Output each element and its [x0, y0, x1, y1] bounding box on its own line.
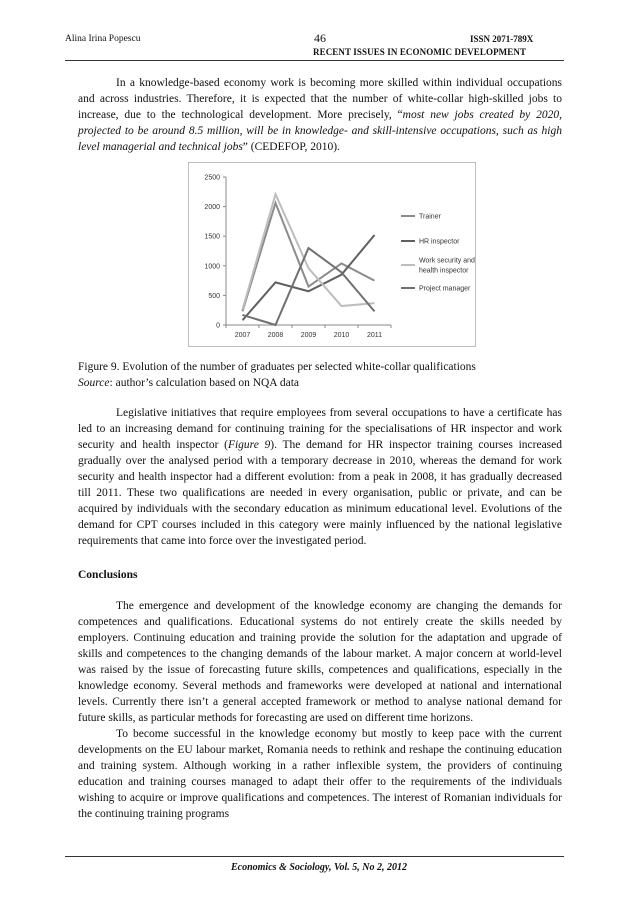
paragraph-text: Legislative initiatives that require employees from several occupations to have a certificate has led to an increasing demand for continuing training for the specialisations of HR inspector and work security and health inspector ( — [78, 407, 562, 451]
header-rule — [65, 60, 564, 61]
figure-caption-block — [78, 359, 562, 391]
page-number: 46 — [314, 31, 326, 45]
x-tick-label: 2008 — [267, 332, 284, 339]
y-tick-label: 1000 — [204, 263, 220, 271]
source-label: Source — [78, 377, 110, 389]
footer-rule — [65, 856, 564, 857]
legend-label: Project manager — [419, 285, 471, 293]
y-tick-label: 2000 — [204, 204, 220, 212]
y-tick-label: 0 — [216, 322, 220, 330]
x-tick-label: 2007 — [234, 332, 251, 339]
legend-label: Work security and health inspector — [419, 257, 475, 275]
x-tick-label: 2009 — [300, 332, 317, 339]
source-text: : author’s calculation based on NQA data — [109, 377, 300, 389]
x-tick-label: 2010 — [333, 332, 350, 339]
figure-9-chart — [188, 162, 476, 347]
y-tick-label: 2500 — [204, 174, 220, 182]
footer-citation: Economics & Sociology, Vol. 5, No 2, 2012 — [230, 862, 408, 873]
series-line-trainer — [243, 203, 375, 311]
figure-reference: Figure 9 — [227, 439, 271, 451]
conclusions-paragraph-1 — [78, 598, 562, 726]
figure-source — [78, 375, 562, 391]
legend-label: HR inspector — [419, 238, 460, 246]
conclusions-body — [78, 598, 562, 822]
paragraph-text: ). The demand for HR inspector training courses increased gradually over the analysed period with a temporary decrease in 2010, whereas the demand for work security and health inspector had a different evolution: from a peak in 2008, it has gradually decreased till 2011. These two qualifications are needed in every organisation, public or private, and can be acquired by individuals with the secondary education as minimum educational level. Evolutions of the demand for CPT courses included in this category were mainly influenced by the national legislative requirements that came into force over the investigated period. — [78, 439, 563, 547]
section-heading-conclusions: Conclusions — [78, 569, 138, 581]
line-chart — [189, 163, 475, 346]
figure-caption: Figure 9. Evolution of the number of graduates per selected white-collar qualifications — [78, 361, 476, 373]
paragraph-text: ” (CEDEFOP, 2010). — [242, 141, 340, 153]
conclusions-paragraph-2 — [78, 726, 562, 822]
legend-label: Trainer — [419, 213, 441, 221]
running-header-journal: RECENT ISSUES IN ECONOMIC DEVELOPMENT — [313, 47, 527, 57]
series-line-work-security-and-health-inspector — [243, 194, 375, 309]
x-tick-label: 2011 — [366, 332, 383, 339]
quotation: most new jobs created by 2020, projected to be around 8.5 million, will be in knowledge- and skill-intensive occupations, such as high level managerial and technical jobs — [78, 109, 562, 153]
y-tick-label: 500 — [208, 292, 220, 300]
paragraph-knowledge-economy — [78, 75, 562, 155]
paragraph-text: The emergence and development of the knowledge economy are changing the demands for competences and qualifications. Educational systems do not entirely create the skills needed by employers. Continuing education and training provide the solution for the adaptation and upgrade of skills and competences to the changing demands of the labour market. A major concern at world-level was raised by the issue of forecasting future skills, competences and qualifications, especially in the knowledge economy. Several methods and frameworks were developed at national and international levels. Currently there isn’t a general accepted framework or method to analyse national demand for future skills, as particular methods for forecasting are used on different time horizons. — [78, 600, 562, 724]
running-header-author: Alina Irina Popescu — [65, 34, 141, 44]
paragraph-text: In a knowledge-based economy work is becoming more skilled within individual occupations and across industries. Therefore, it is expected that the number of white-collar high-skilled jobs to increase, due to the technological development. More precisely, “ — [78, 77, 562, 121]
running-header-issn: ISSN 2071-789X — [470, 34, 534, 44]
paragraph-text: To become successful in the knowledge economy but mostly to keep pace with the current developments on the EU labour market, Romania needs to rethink and reshape the continuing education and training system. Although working in a rather inflexible system, the providers of continuing education and training courses managed to adapt their offer to the requirements of the individuals wishing to acquire or improve qualifications and competences. The interest of Romanian individuals for the continuing training programs — [78, 728, 562, 820]
paragraph-legislative — [78, 405, 562, 549]
y-tick-label: 1500 — [204, 233, 220, 241]
